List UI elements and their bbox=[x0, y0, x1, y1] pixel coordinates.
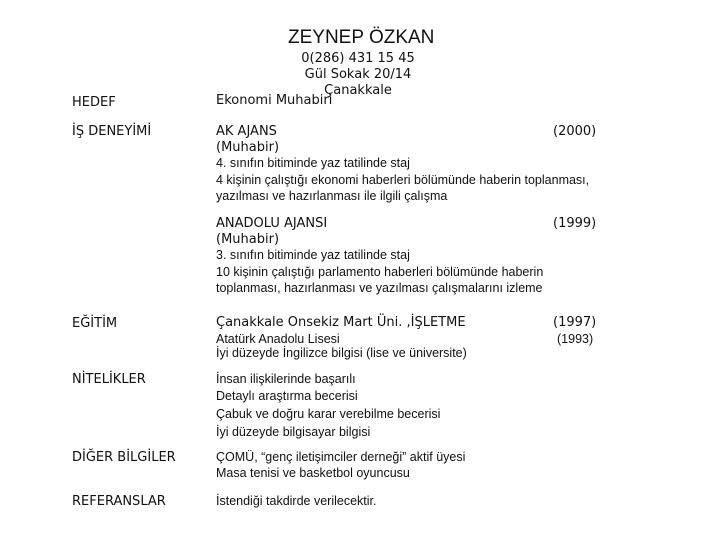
job-detail-line: 4. sınıfın bitiminde yaz tatilinde staj bbox=[216, 156, 410, 170]
job-year: (2000) bbox=[553, 124, 597, 139]
education-university-year: (1997) bbox=[553, 315, 597, 330]
section-label-education: EĞİTİM bbox=[72, 316, 118, 331]
references-value: İstendiği takdirde verilecektir. bbox=[216, 494, 377, 508]
job-company: AK AJANS bbox=[216, 124, 277, 139]
other-item: Masa tenisi ve basketbol oyuncusu bbox=[216, 466, 410, 480]
section-label-skills: NİTELİKLER bbox=[72, 372, 146, 387]
skill-item: Detaylı araştırma becerisi bbox=[216, 389, 358, 403]
other-item: ÇOMÜ, “genç iletişimciler derneği” aktif üyesi bbox=[216, 450, 466, 464]
hedef-value: Ekonomi Muhabiri bbox=[216, 93, 333, 108]
applicant-name: ZEYNEP ÖZKAN bbox=[288, 27, 435, 48]
section-label-other: DİĞER BİLGİLER bbox=[72, 450, 176, 465]
job-detail-line: toplanması, hazırlanması ve yazılması çalışmalarını izleme bbox=[216, 281, 543, 295]
education-school-year: (1993) bbox=[557, 332, 594, 346]
section-label-hedef: HEDEF bbox=[72, 95, 116, 110]
job-detail-line: yazılması ve hazırlanması ile ilgili çalışma bbox=[216, 189, 448, 203]
job-role: (Muhabir) bbox=[216, 232, 280, 247]
job-year: (1999) bbox=[553, 216, 597, 231]
job-company: ANADOLU AJANSI bbox=[216, 216, 328, 231]
education-note: İyi düzeyde İngilizce bilgisi (lise ve üniversite) bbox=[216, 346, 467, 360]
section-label-references: REFERANSLAR bbox=[72, 494, 166, 509]
job-detail-line: 10 kişinin çalıştığı parlamento haberleri bölümünde haberin bbox=[216, 265, 544, 279]
skill-item: İnsan ilişkilerinde başarılı bbox=[216, 372, 356, 386]
skill-item: Çabuk ve doğru karar verebilme becerisi bbox=[216, 407, 441, 421]
section-label-experience: İŞ DENEYİMİ bbox=[72, 124, 152, 139]
contact-street: Gül Sokak 20/14 bbox=[304, 67, 412, 82]
contact-phone: 0(286) 431 15 45 bbox=[301, 51, 415, 66]
education-university: Çanakkale Onsekiz Mart Üni. ,İŞLETME bbox=[216, 315, 466, 330]
job-detail-line: 3. sınıfın bitiminde yaz tatilinde staj bbox=[216, 248, 410, 262]
education-school: Atatürk Anadolu Lisesi bbox=[216, 332, 340, 346]
job-role: (Muhabir) bbox=[216, 140, 280, 155]
contact-city: Çanakkale bbox=[324, 83, 392, 98]
skill-item: İyi düzeyde bilgisayar bilgisi bbox=[216, 425, 371, 439]
job-detail-line: 4 kişinin çalıştığı ekonomi haberleri bölümünde haberin toplanması, bbox=[216, 173, 590, 187]
